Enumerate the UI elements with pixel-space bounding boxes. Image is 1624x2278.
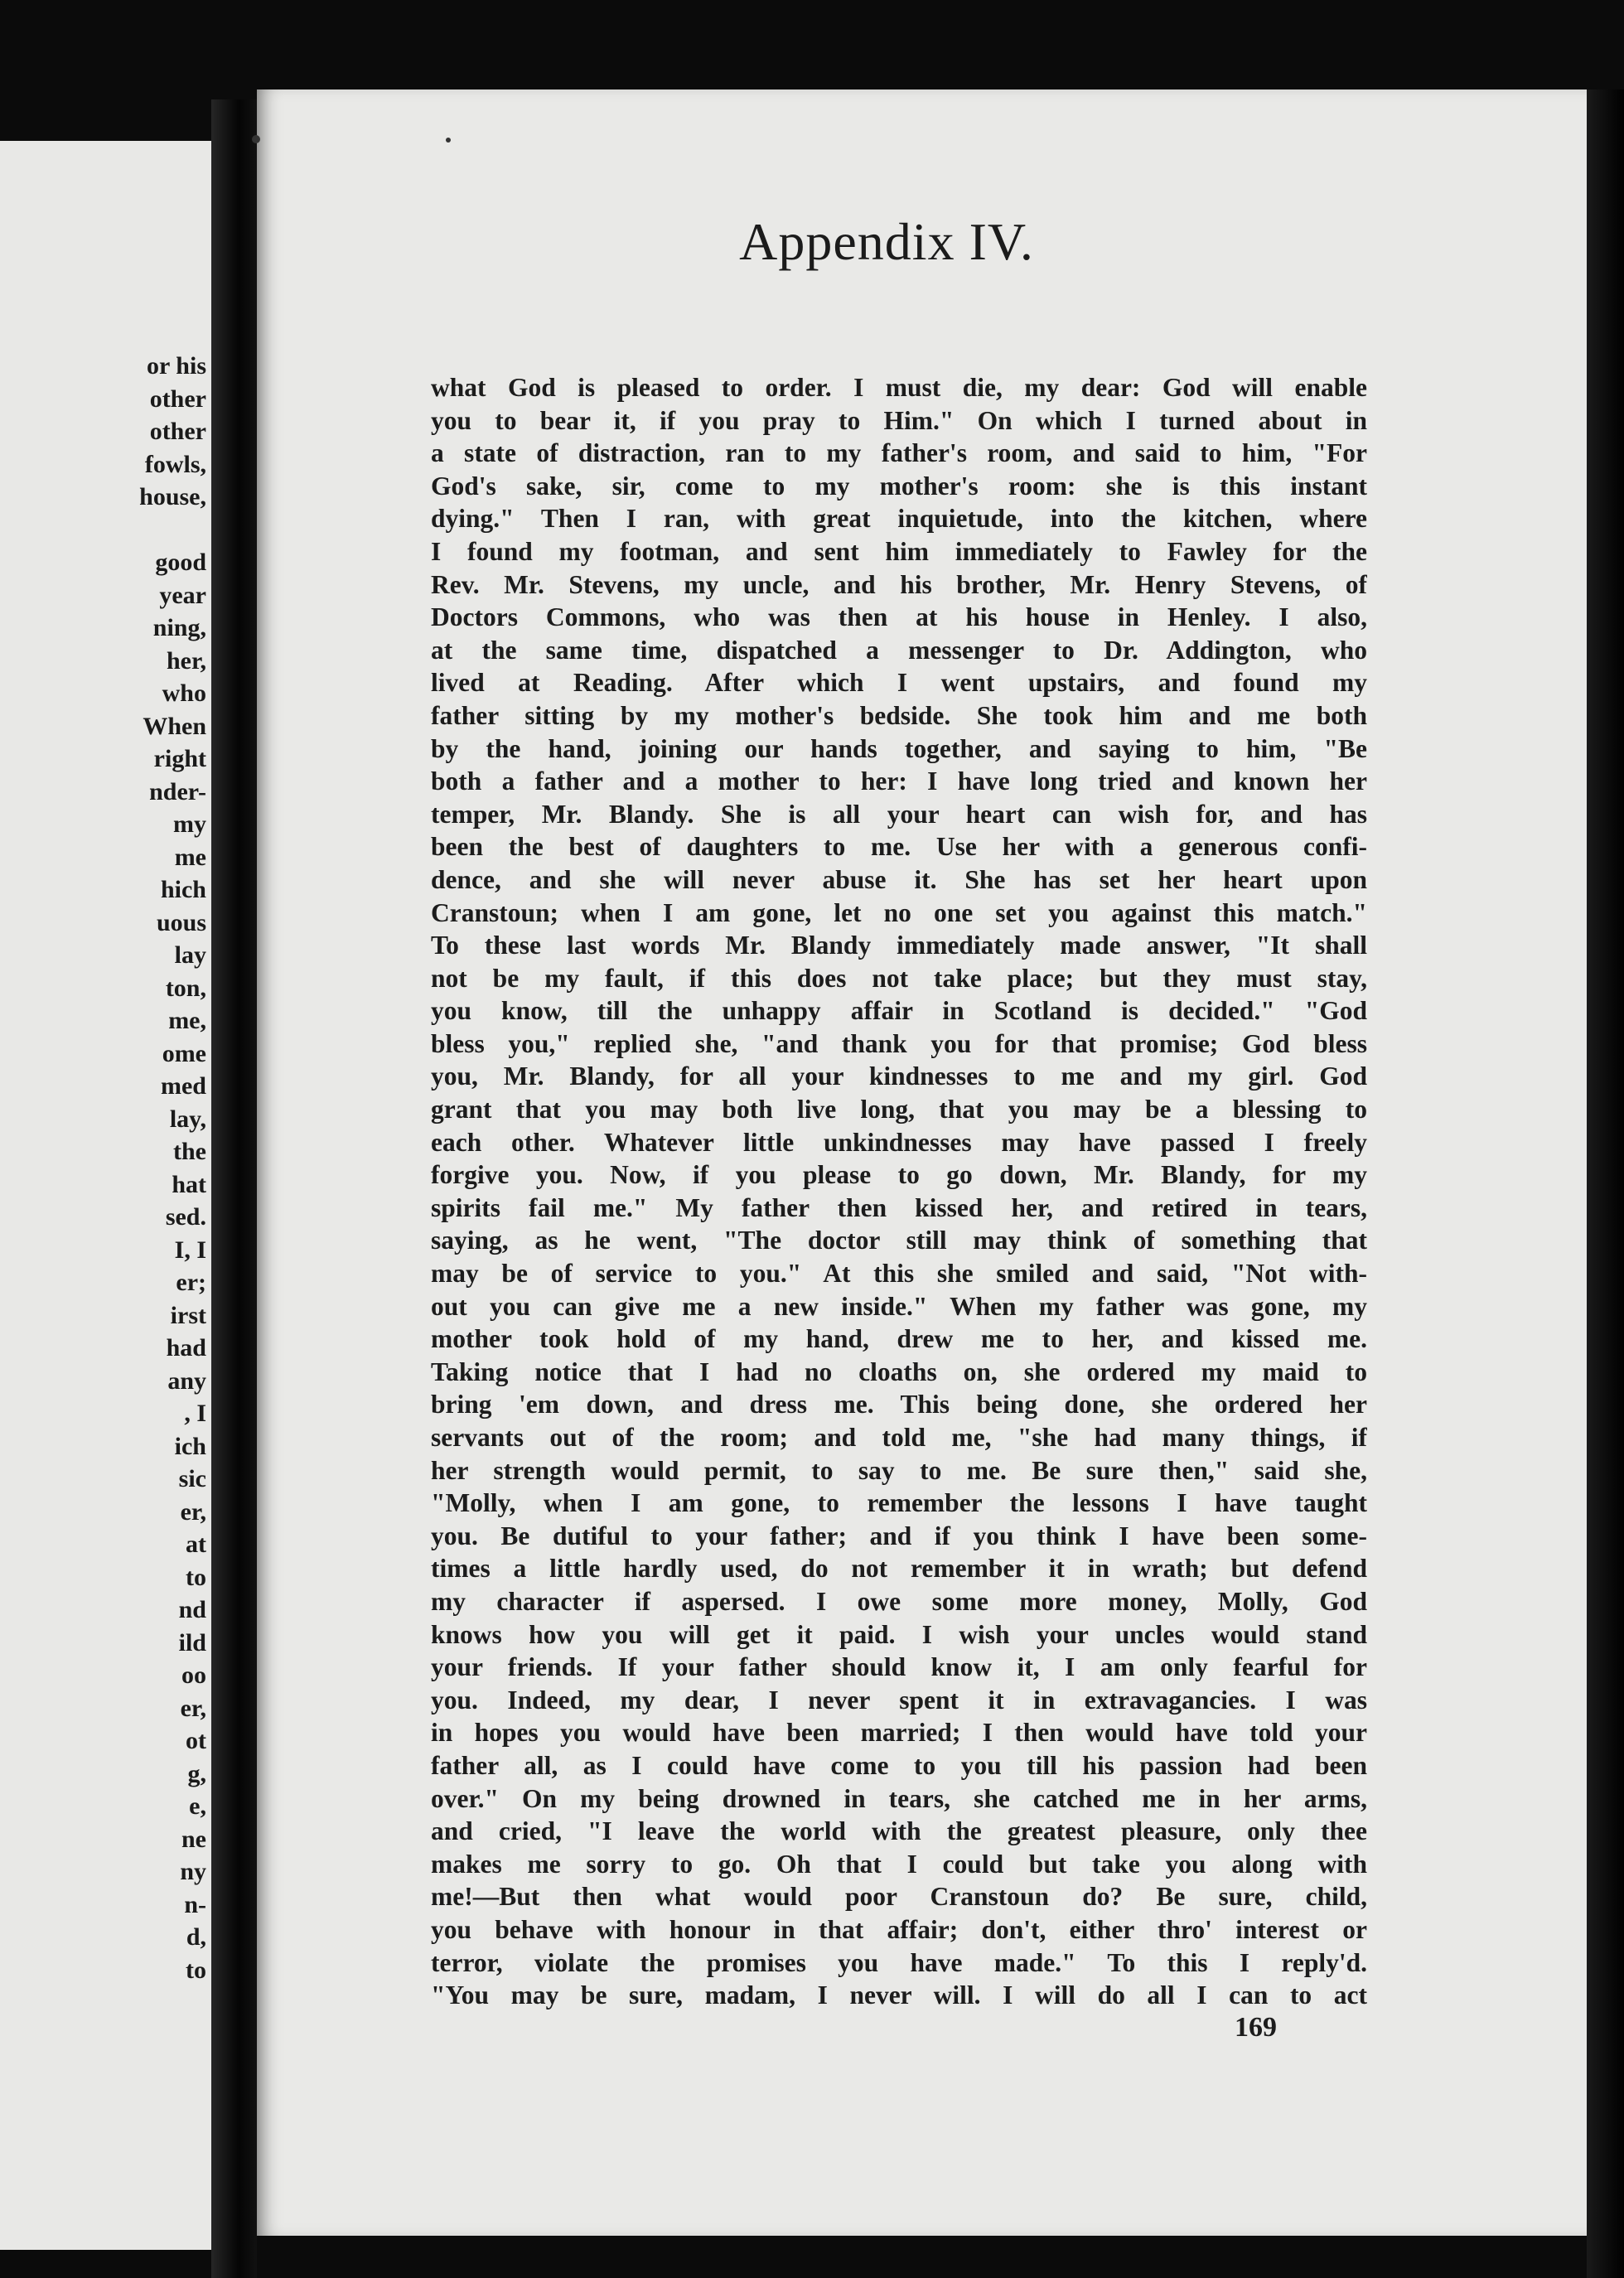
text-line: you behave with honour in that affair; don't, either thro' interest or (431, 1914, 1367, 1944)
left-page-fragment: me (174, 843, 206, 871)
left-page-fragment: er; (176, 1269, 206, 1296)
text-line: "You may be sure, madam, I never will. I will do all I can to act (431, 1981, 1367, 2010)
left-page-fragment: ild (178, 1628, 206, 1657)
left-page-fragment: right (153, 745, 206, 772)
text-line: not be my fault, if this does not take place; but they must stay, (431, 963, 1367, 993)
text-line: forgive you. Now, if you please to go down, Mr. Blandy, for my (431, 1160, 1367, 1190)
text-line: and cried, "I leave the world with the greatest pleasure, only thee (431, 1816, 1367, 1846)
left-page-fragment: g, (187, 1759, 206, 1787)
text-line: in hopes you would have been married; I then would have told your (431, 1718, 1367, 1748)
left-page-fragment: lay (174, 941, 206, 969)
left-page-fragment: lay, (169, 1105, 206, 1133)
text-line: over." On my being drowned in tears, she catched me in her arms, (431, 1783, 1367, 1813)
left-page-fragment: e, (189, 1792, 206, 1820)
text-line: you know, till the unhappy affair in Scotland is decided." "God (431, 996, 1367, 1026)
text-line: I found my footman, and sent him immediately to Fawley for the (431, 536, 1367, 566)
text-line: what God is pleased to order. I must die, my dear: God will enable (431, 373, 1367, 402)
left-page-fragment: ome (162, 1039, 206, 1067)
left-page-fragment: year (159, 581, 206, 609)
left-page-fragment: hat (172, 1170, 206, 1198)
left-page-fragment: er, (180, 1694, 206, 1722)
text-line: father sitting by my mother's bedside. She took him and me both (431, 700, 1367, 730)
left-page-fragment: d, (186, 1923, 206, 1951)
ink-speck (252, 135, 260, 143)
text-line: grant that you may both live long, that you may be a blessing to (431, 1095, 1367, 1124)
text-line: by the hand, joining our hands together, and saying to him, "Be (431, 733, 1367, 763)
left-page-fragment: fowls, (144, 450, 206, 478)
left-page-fragment: who (162, 680, 206, 707)
left-page-fragment: other (149, 385, 206, 413)
text-line: Cranstoun; when I am gone, let no one set you against this match." (431, 897, 1367, 927)
left-page-text-fragments (139, 350, 206, 1986)
text-line: my character if aspersed. I owe some more money, Molly, God (431, 1586, 1367, 1616)
text-line: may be of service to you." At this she smiled and said, "Not with- (431, 1259, 1367, 1289)
text-line: out you can give me a new inside." When my father was gone, my (431, 1291, 1367, 1321)
left-page-fragment: my (173, 810, 206, 838)
left-page-fragment: to (186, 1563, 206, 1591)
text-line: dying." Then I ran, with great inquietude, into the kitchen, where (431, 504, 1367, 534)
text-line: terror, violate the promises you have made." To this I reply'd. (431, 1947, 1367, 1977)
left-page-fragment: house, (139, 483, 206, 510)
left-page-fragment: sed. (165, 1203, 206, 1231)
left-page-fragment: ny (180, 1858, 206, 1885)
left-page-fragment: irst (170, 1301, 206, 1329)
text-line: times a little hardly used, do not remember it in wrath; but defend (431, 1554, 1367, 1584)
left-page-fragment: any (167, 1366, 206, 1395)
text-line: at the same time, dispatched a messenger to Dr. Addington, who (431, 635, 1367, 665)
text-line: each other. Whatever little unkindnesses may have passed I freely (431, 1127, 1367, 1157)
ink-speck (446, 138, 451, 143)
body-text (431, 371, 1367, 2012)
left-page-fragment: oo (181, 1661, 206, 1689)
left-page-fragment: her, (166, 646, 206, 675)
page-edge-shadow (1587, 89, 1624, 2278)
text-line: Doctors Commons, who was then at his house in Henley. I also, (431, 602, 1367, 632)
left-page-fragment: at (186, 1531, 206, 1558)
left-page-fragment: ning, (152, 614, 206, 641)
left-page-fragment: n- (184, 1890, 206, 1918)
left-page-fragment: uous (156, 908, 206, 936)
page-number: 169 (1235, 2012, 1277, 2043)
text-line: servants out of the room; and told me, "she had many things, if (431, 1423, 1367, 1452)
left-page-fragment: to (186, 1956, 206, 1984)
left-page-fragment: med (161, 1072, 206, 1100)
left-page-fragment: the (173, 1138, 206, 1165)
text-line: bring 'em down, and dress me. This being done, she ordered her (431, 1390, 1367, 1420)
left-page-fragment: had (166, 1334, 206, 1361)
left-page-fragment: good (155, 549, 206, 576)
left-page-fragment: I, I (174, 1236, 206, 1264)
left-facing-page (0, 141, 211, 2250)
left-page-fragment: ton, (165, 974, 206, 1002)
text-line: you. Be dutiful to your father; and if you think I have been some- (431, 1521, 1367, 1550)
text-line: temper, Mr. Blandy. She is all your heart can wish for, and has (431, 799, 1367, 829)
book-gutter (211, 99, 257, 2278)
left-page-fragment: nder- (149, 777, 206, 805)
text-line: Rev. Mr. Stevens, my uncle, and his brother, Mr. Henry Stevens, of (431, 569, 1367, 599)
left-page-fragment: sic (178, 1465, 206, 1492)
text-line: you to bear it, if you pray to Him." On which I turned about in (431, 405, 1367, 435)
text-line: Taking notice that I had no cloaths on, she ordered my maid to (431, 1357, 1367, 1386)
text-line: you, Mr. Blandy, for all your kindnesses to me and my girl. God (431, 1062, 1367, 1091)
left-page-fragment: ich (174, 1432, 206, 1460)
left-page-fragment (139, 514, 206, 547)
text-line: To these last words Mr. Blandy immediately made answer, "It shall (431, 931, 1367, 960)
text-line: both a father and a mother to her: I have long tried and known her (431, 767, 1367, 796)
left-page-fragment: hich (160, 876, 206, 903)
left-page-fragment: , I (184, 1400, 206, 1427)
text-line: lived at Reading. After which I went upstairs, and found my (431, 668, 1367, 698)
left-page-fragment: ot (186, 1727, 206, 1754)
page-heading: Appendix IV. (739, 211, 1034, 271)
text-line: saying, as he went, "The doctor still may think of something that (431, 1226, 1367, 1255)
text-line: been the best of daughters to me. Use her with a generous confi- (431, 832, 1367, 862)
text-line: "Molly, when I am gone, to remember the lessons I have taught (431, 1488, 1367, 1518)
text-line: God's sake, sir, come to my mother's room: she is this instant (431, 471, 1367, 501)
text-line: me!—But then what would poor Cranstoun do? Be sure, child, (431, 1882, 1367, 1912)
left-page-fragment: ne (181, 1825, 206, 1853)
text-line: makes me sorry to go. Oh that I could but take you along with (431, 1849, 1367, 1879)
text-line: a state of distraction, ran to my father's room, and said to him, "For (431, 438, 1367, 468)
left-page-fragment: or his (147, 352, 206, 380)
text-line: father all, as I could have come to you till his passion had been (431, 1750, 1367, 1780)
left-page-fragment: other (149, 418, 206, 445)
text-line: bless you," replied she, "and thank you for that promise; God bless (431, 1028, 1367, 1058)
text-line: your friends. If your father should know it, I am only fearful for (431, 1652, 1367, 1682)
text-line: mother took hold of my hand, drew me to her, and kissed me. (431, 1324, 1367, 1354)
text-line: spirits fail me." My father then kissed her, and retired in tears, (431, 1192, 1367, 1222)
text-line: dence, and she will never abuse it. She has set her heart upon (431, 864, 1367, 894)
left-page-fragment: me, (168, 1007, 206, 1034)
left-page-fragment: nd (178, 1596, 206, 1623)
left-page-fragment: When (143, 712, 206, 740)
text-line: her strength would permit, to say to me. Be sure then," said she, (431, 1455, 1367, 1485)
left-page-fragment: er, (180, 1497, 206, 1526)
text-line: you. Indeed, my dear, I never spent it in extravagancies. I was (431, 1685, 1367, 1715)
text-line: knows how you will get it paid. I wish your uncles would stand (431, 1619, 1367, 1649)
